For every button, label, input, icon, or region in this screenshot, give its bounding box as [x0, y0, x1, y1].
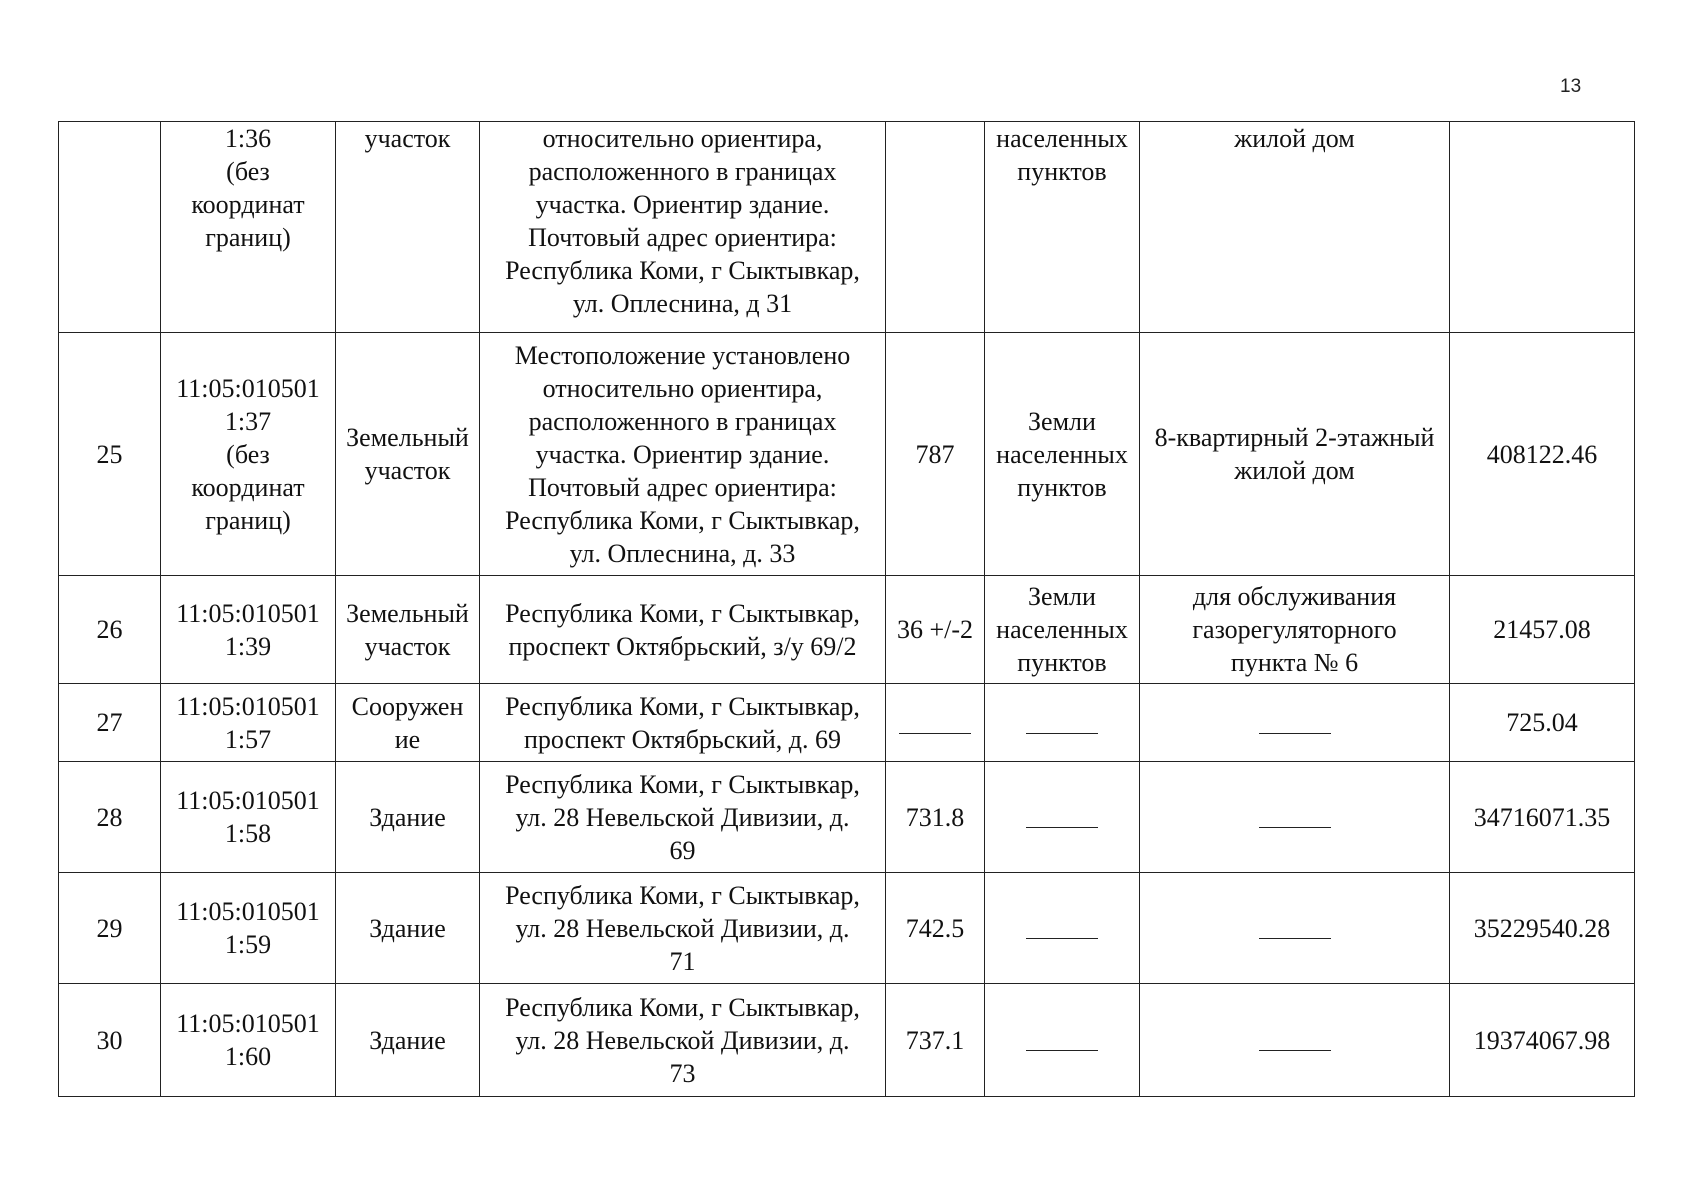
- address-cell: Республика Коми, г Сыктывкар, ул. 28 Невельской Дивизии, д. 71: [480, 873, 886, 984]
- area-cell: 36 +/-2: [886, 576, 985, 684]
- table-row: [59, 576, 1635, 684]
- cadastral-value-cell: 408122.46: [1450, 333, 1635, 576]
- cadastral-number-cell: 11:05:010501 1:58: [161, 762, 336, 873]
- land-category-cell: Земли населенных пунктов: [985, 333, 1140, 576]
- dash-mark: [1026, 733, 1098, 734]
- row-number-cell: 30: [59, 984, 161, 1097]
- cadastral-number-cell: 11:05:010501 1:37 (без координат границ): [161, 333, 336, 576]
- land-category-cell: населенных пунктов: [985, 122, 1140, 333]
- land-category-cell: [985, 684, 1140, 762]
- dash-mark: [1026, 1050, 1098, 1051]
- object-type-cell: Земельный участок: [336, 333, 480, 576]
- land-category-cell: Земли населенных пунктов: [985, 576, 1140, 684]
- land-category-cell: [985, 762, 1140, 873]
- cadastral-number-cell: 11:05:010501 1:60: [161, 984, 336, 1097]
- cadastral-value-cell: 34716071.35: [1450, 762, 1635, 873]
- object-type-cell: Земельный участок: [336, 576, 480, 684]
- dash-mark: [1259, 938, 1331, 939]
- object-type-cell: участок: [336, 122, 480, 333]
- row-number-cell: 29: [59, 873, 161, 984]
- property-registry-table: [58, 121, 1635, 1097]
- row-number-cell: 25: [59, 333, 161, 576]
- row-number-cell: [59, 122, 161, 333]
- object-type-cell: Здание: [336, 984, 480, 1097]
- area-cell: 731.8: [886, 762, 985, 873]
- permitted-use-cell: [1140, 873, 1450, 984]
- table-row: [59, 984, 1635, 1097]
- area-cell: 737.1: [886, 984, 985, 1097]
- permitted-use-cell: для обслуживания газорегуляторного пункта № 6: [1140, 576, 1450, 684]
- table-row: [59, 333, 1635, 576]
- address-cell: Республика Коми, г Сыктывкар, проспект Октябрьский, д. 69: [480, 684, 886, 762]
- table-row: [59, 684, 1635, 762]
- cadastral-number-cell: 11:05:010501 1:39: [161, 576, 336, 684]
- cadastral-value-cell: [1450, 122, 1635, 333]
- object-type-cell: Сооружен ие: [336, 684, 480, 762]
- dash-mark: [1026, 827, 1098, 828]
- permitted-use-cell: жилой дом: [1140, 122, 1450, 333]
- address-cell: Республика Коми, г Сыктывкар, ул. 28 Невельской Дивизии, д. 69: [480, 762, 886, 873]
- area-cell: 742.5: [886, 873, 985, 984]
- cadastral-number-cell: 11:05:010501 1:59: [161, 873, 336, 984]
- address-cell: Местоположение установлено относительно ориентира, расположенного в границах участка. Ориентир здание. Почтовый адрес ориентира: Республика Коми, г Сыктывкар, ул. Оплеснина, д. 33: [480, 333, 886, 576]
- cadastral-number-cell: 1:36 (без координат границ): [161, 122, 336, 333]
- object-type-cell: Здание: [336, 873, 480, 984]
- area-cell: [886, 684, 985, 762]
- table-row: [59, 762, 1635, 873]
- object-type-cell: Здание: [336, 762, 480, 873]
- address-cell: Республика Коми, г Сыктывкар, проспект Октябрьский, з/у 69/2: [480, 576, 886, 684]
- address-cell: относительно ориентира, расположенного в границах участка. Ориентир здание. Почтовый адрес ориентира: Республика Коми, г Сыктывкар, ул. Оплеснина, д 31: [480, 122, 886, 333]
- permitted-use-cell: [1140, 762, 1450, 873]
- area-cell: 787: [886, 333, 985, 576]
- table-row: [59, 873, 1635, 984]
- cadastral-value-cell: 19374067.98: [1450, 984, 1635, 1097]
- cadastral-number-cell: 11:05:010501 1:57: [161, 684, 336, 762]
- land-category-cell: [985, 873, 1140, 984]
- page-number: 13: [1560, 76, 1582, 97]
- permitted-use-cell: [1140, 984, 1450, 1097]
- permitted-use-cell: 8-квартирный 2-этажный жилой дом: [1140, 333, 1450, 576]
- row-number-cell: 27: [59, 684, 161, 762]
- row-number-cell: 26: [59, 576, 161, 684]
- cadastral-value-cell: 21457.08: [1450, 576, 1635, 684]
- dash-mark: [899, 733, 971, 734]
- address-cell: Республика Коми, г Сыктывкар, ул. 28 Невельской Дивизии, д. 73: [480, 984, 886, 1097]
- land-category-cell: [985, 984, 1140, 1097]
- dash-mark: [1259, 733, 1331, 734]
- area-cell: [886, 122, 985, 333]
- dash-mark: [1259, 827, 1331, 828]
- table-row: [59, 122, 1635, 333]
- permitted-use-cell: [1140, 684, 1450, 762]
- cadastral-value-cell: 35229540.28: [1450, 873, 1635, 984]
- row-number-cell: 28: [59, 762, 161, 873]
- dash-mark: [1026, 938, 1098, 939]
- dash-mark: [1259, 1050, 1331, 1051]
- cadastral-value-cell: 725.04: [1450, 684, 1635, 762]
